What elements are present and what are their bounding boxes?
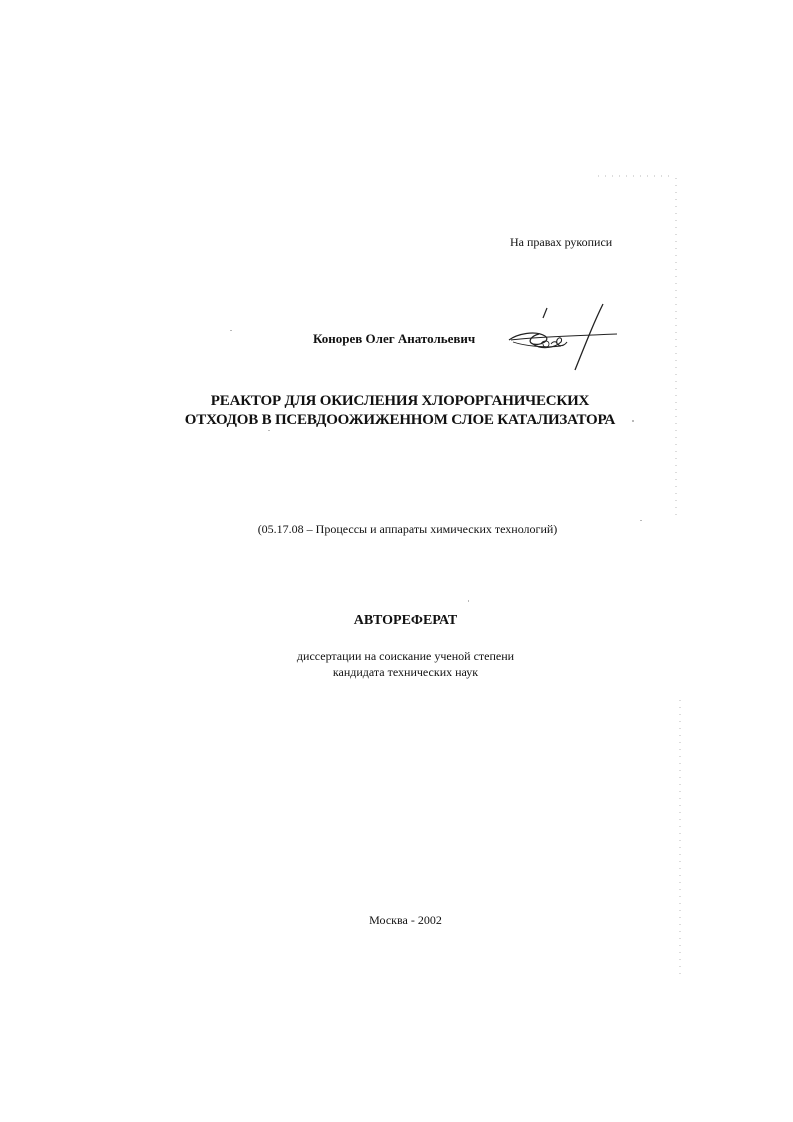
author-name: Конорев Олег Анатольевич: [313, 331, 476, 346]
city-year: Москва - 2002: [369, 913, 442, 927]
author-signature: [505, 300, 625, 378]
title-line-2: ОТХОДОВ В ПСЕВДООЖИЖЕННОМ СЛОЕ КАТАЛИЗАТОРА: [184, 412, 616, 428]
rights-note: На правах рукописи: [510, 235, 613, 249]
degree-line-1: диссертации на соискание ученой степени: [296, 649, 515, 663]
degree-line-2: кандидата технических наук: [332, 665, 479, 679]
title-line-1: РЕАКТОР ДЛЯ ОКИСЛЕНИЯ ХЛОРОРГАНИЧЕСКИХ: [210, 393, 590, 409]
document-type: АВТОРЕФЕРАТ: [353, 613, 458, 628]
specialty-code: (05.17.08 – Процессы и аппараты химических технологий): [257, 522, 558, 536]
